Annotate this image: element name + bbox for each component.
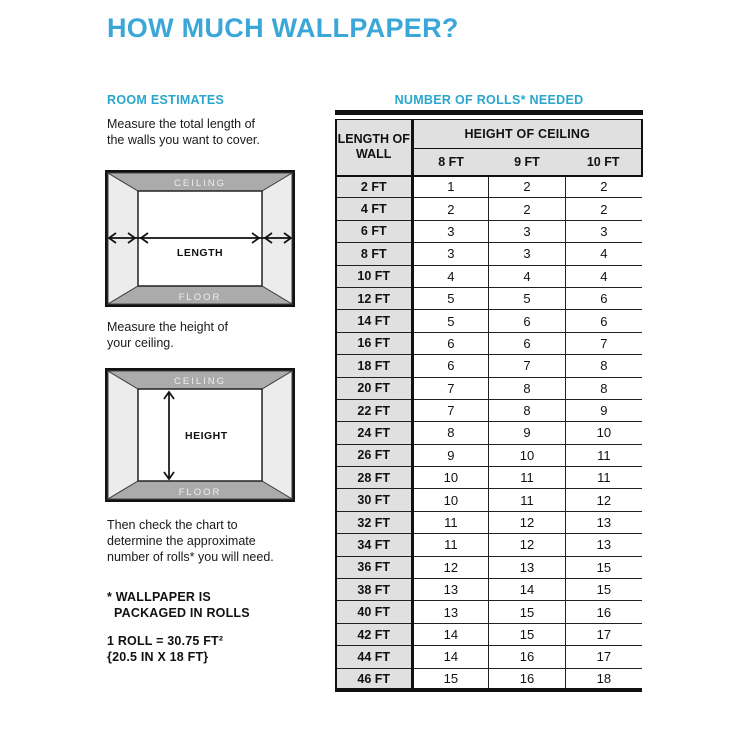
wall-length-cell: 34 FT — [336, 534, 412, 556]
rolls-value-cell: 8 — [565, 355, 642, 377]
rolls-value-cell: 5 — [412, 287, 489, 309]
wall-length-cell: 28 FT — [336, 467, 412, 489]
wall-length-cell: 42 FT — [336, 623, 412, 645]
instruction-line: the walls you want to cover. — [107, 133, 260, 147]
rolls-value-cell: 11 — [565, 444, 642, 466]
room-estimates-heading: ROOM ESTIMATES — [107, 93, 225, 107]
rolls-value-cell: 16 — [565, 601, 642, 623]
rolls-value-cell: 8 — [565, 377, 642, 399]
rolls-value-cell: 10 — [565, 422, 642, 444]
rolls-value-cell: 4 — [489, 265, 566, 287]
rolls-value-cell: 10 — [412, 467, 489, 489]
rolls-value-cell: 15 — [489, 623, 566, 645]
rolls-value-cell: 3 — [565, 220, 642, 242]
rolls-value-cell: 12 — [412, 556, 489, 578]
table-row — [336, 176, 642, 198]
wall-length-cell: 26 FT — [336, 444, 412, 466]
rolls-value-cell: 11 — [412, 511, 489, 533]
rolls-value-cell: 8 — [412, 422, 489, 444]
rolls-value-cell: 7 — [412, 377, 489, 399]
rolls-value-cell: 13 — [565, 534, 642, 556]
rolls-value-cell: 9 — [489, 422, 566, 444]
check-chart-instruction — [107, 517, 312, 565]
table-row — [336, 287, 642, 309]
table-row — [336, 579, 642, 601]
wall-length-cell: 46 FT — [336, 668, 412, 690]
rolls-value-cell: 2 — [489, 198, 566, 220]
rolls-value-cell: 4 — [565, 243, 642, 265]
rolls-value-cell: 5 — [412, 310, 489, 332]
rolls-value-cell: 3 — [489, 243, 566, 265]
room-height-diagram — [105, 368, 295, 502]
wall-length-cell: 20 FT — [336, 377, 412, 399]
rolls-value-cell: 4 — [412, 265, 489, 287]
footnote-line: * WALLPAPER IS — [107, 590, 211, 604]
rolls-table — [335, 119, 643, 692]
table-header-row-1 — [336, 120, 642, 149]
table-row — [336, 489, 642, 511]
table-row — [336, 467, 642, 489]
rolls-value-cell: 6 — [565, 310, 642, 332]
rolls-value-cell: 6 — [412, 355, 489, 377]
ceiling-label: CEILING — [173, 376, 227, 387]
page-title: HOW MUCH WALLPAPER? — [107, 13, 459, 43]
table-row — [336, 265, 642, 287]
rolls-value-cell: 10 — [489, 444, 566, 466]
left-wall — [108, 371, 138, 499]
rolls-value-cell: 3 — [412, 220, 489, 242]
instruction-line: Measure the total length of — [107, 117, 256, 131]
rolls-value-cell: 16 — [489, 646, 566, 668]
rolls-value-cell: 4 — [565, 265, 642, 287]
wall-length-cell: 22 FT — [336, 399, 412, 421]
rolls-value-cell: 14 — [412, 623, 489, 645]
instruction-line: Then check the chart to — [107, 518, 238, 532]
rolls-value-cell: 6 — [489, 332, 566, 354]
rolls-value-cell: 17 — [565, 646, 642, 668]
wall-length-cell: 14 FT — [336, 310, 412, 332]
right-wall — [262, 371, 292, 499]
rolls-value-cell: 7 — [412, 399, 489, 421]
rolls-table-container — [335, 110, 643, 692]
floor-label: FLOOR — [178, 487, 222, 498]
measure-height-instruction — [107, 319, 312, 351]
rolls-value-cell: 6 — [412, 332, 489, 354]
table-row — [336, 220, 642, 242]
floor-label: FLOOR — [178, 292, 222, 303]
rolls-value-cell: 7 — [565, 332, 642, 354]
rolls-value-cell: 15 — [412, 668, 489, 690]
rolls-value-cell: 13 — [489, 556, 566, 578]
rolls-value-cell: 18 — [565, 668, 642, 690]
column-header-10ft: 10 FT — [565, 149, 642, 176]
wall-length-cell: 8 FT — [336, 243, 412, 265]
rolls-value-cell: 12 — [489, 534, 566, 556]
length-of-wall-header: LENGTH OF WALL — [336, 120, 412, 176]
rolls-footnote — [107, 589, 322, 621]
table-row — [336, 243, 642, 265]
rolls-value-cell: 11 — [489, 467, 566, 489]
rolls-value-cell: 13 — [412, 601, 489, 623]
wall-length-cell: 24 FT — [336, 422, 412, 444]
rolls-value-cell: 8 — [489, 377, 566, 399]
rolls-value-cell: 11 — [565, 467, 642, 489]
wall-length-cell: 12 FT — [336, 287, 412, 309]
rolls-value-cell: 3 — [489, 220, 566, 242]
rolls-value-cell: 2 — [565, 198, 642, 220]
wall-length-cell: 36 FT — [336, 556, 412, 578]
table-row — [336, 377, 642, 399]
rolls-value-cell: 6 — [565, 287, 642, 309]
column-header-9ft: 9 FT — [489, 149, 566, 176]
wall-length-cell: 16 FT — [336, 332, 412, 354]
wall-length-cell: 40 FT — [336, 601, 412, 623]
rolls-value-cell: 13 — [565, 511, 642, 533]
height-arrow-label: HEIGHT — [185, 430, 228, 442]
table-row — [336, 601, 642, 623]
table-row — [336, 534, 642, 556]
rolls-value-cell: 14 — [412, 646, 489, 668]
rolls-value-cell: 14 — [489, 579, 566, 601]
rolls-value-cell: 13 — [412, 579, 489, 601]
table-row — [336, 310, 642, 332]
rolls-table-heading: NUMBER OF ROLLS* NEEDED — [394, 93, 584, 107]
wall-length-cell: 4 FT — [336, 198, 412, 220]
rolls-value-cell: 16 — [489, 668, 566, 690]
rolls-value-cell: 11 — [412, 534, 489, 556]
table-row — [336, 646, 642, 668]
rolls-value-cell: 5 — [489, 287, 566, 309]
instruction-line: determine the approximate — [107, 534, 256, 548]
table-row — [336, 332, 642, 354]
table-row — [336, 511, 642, 533]
rolls-value-cell: 12 — [489, 511, 566, 533]
rolls-value-cell: 6 — [489, 310, 566, 332]
table-row — [336, 198, 642, 220]
rolls-value-cell: 15 — [489, 601, 566, 623]
roll-size-line: 1 ROLL = 30.75 FT² — [107, 634, 224, 648]
rolls-value-cell: 15 — [565, 556, 642, 578]
footnote-line: PACKAGED IN ROLLS — [114, 606, 250, 620]
wall-length-cell: 30 FT — [336, 489, 412, 511]
roll-size-line: {20.5 IN X 18 FT} — [107, 650, 209, 664]
rolls-value-cell: 2 — [412, 198, 489, 220]
rolls-value-cell: 15 — [565, 579, 642, 601]
rolls-value-cell: 9 — [412, 444, 489, 466]
rolls-value-cell: 12 — [565, 489, 642, 511]
table-row — [336, 399, 642, 421]
wall-length-cell: 32 FT — [336, 511, 412, 533]
height-of-ceiling-header: HEIGHT OF CEILING — [412, 120, 642, 149]
table-row — [336, 668, 642, 690]
rolls-value-cell: 9 — [565, 399, 642, 421]
wall-length-cell: 2 FT — [336, 176, 412, 198]
wall-length-cell: 6 FT — [336, 220, 412, 242]
rolls-value-cell: 1 — [412, 176, 489, 198]
instruction-line: Measure the height of — [107, 320, 228, 334]
rolls-value-cell: 11 — [489, 489, 566, 511]
rolls-value-cell: 17 — [565, 623, 642, 645]
roll-size-spec — [107, 633, 322, 665]
instruction-line: number of rolls* you will need. — [107, 550, 274, 564]
table-row — [336, 444, 642, 466]
rolls-value-cell: 7 — [489, 355, 566, 377]
rolls-table-body — [336, 176, 642, 691]
column-header-8ft: 8 FT — [412, 149, 489, 176]
measure-length-instruction — [107, 116, 312, 148]
rolls-value-cell: 10 — [412, 489, 489, 511]
ceiling-label: CEILING — [173, 178, 227, 189]
length-arrow-label: LENGTH — [176, 247, 224, 259]
rolls-value-cell: 2 — [489, 176, 566, 198]
wall-length-cell: 38 FT — [336, 579, 412, 601]
room-length-diagram — [105, 170, 295, 307]
instruction-line: your ceiling. — [107, 336, 174, 350]
wall-length-cell: 10 FT — [336, 265, 412, 287]
rolls-value-cell: 2 — [565, 176, 642, 198]
table-row — [336, 355, 642, 377]
wall-length-cell: 18 FT — [336, 355, 412, 377]
rolls-value-cell: 8 — [489, 399, 566, 421]
rolls-value-cell: 3 — [412, 243, 489, 265]
table-row — [336, 556, 642, 578]
table-row — [336, 422, 642, 444]
table-row — [336, 623, 642, 645]
wall-length-cell: 44 FT — [336, 646, 412, 668]
